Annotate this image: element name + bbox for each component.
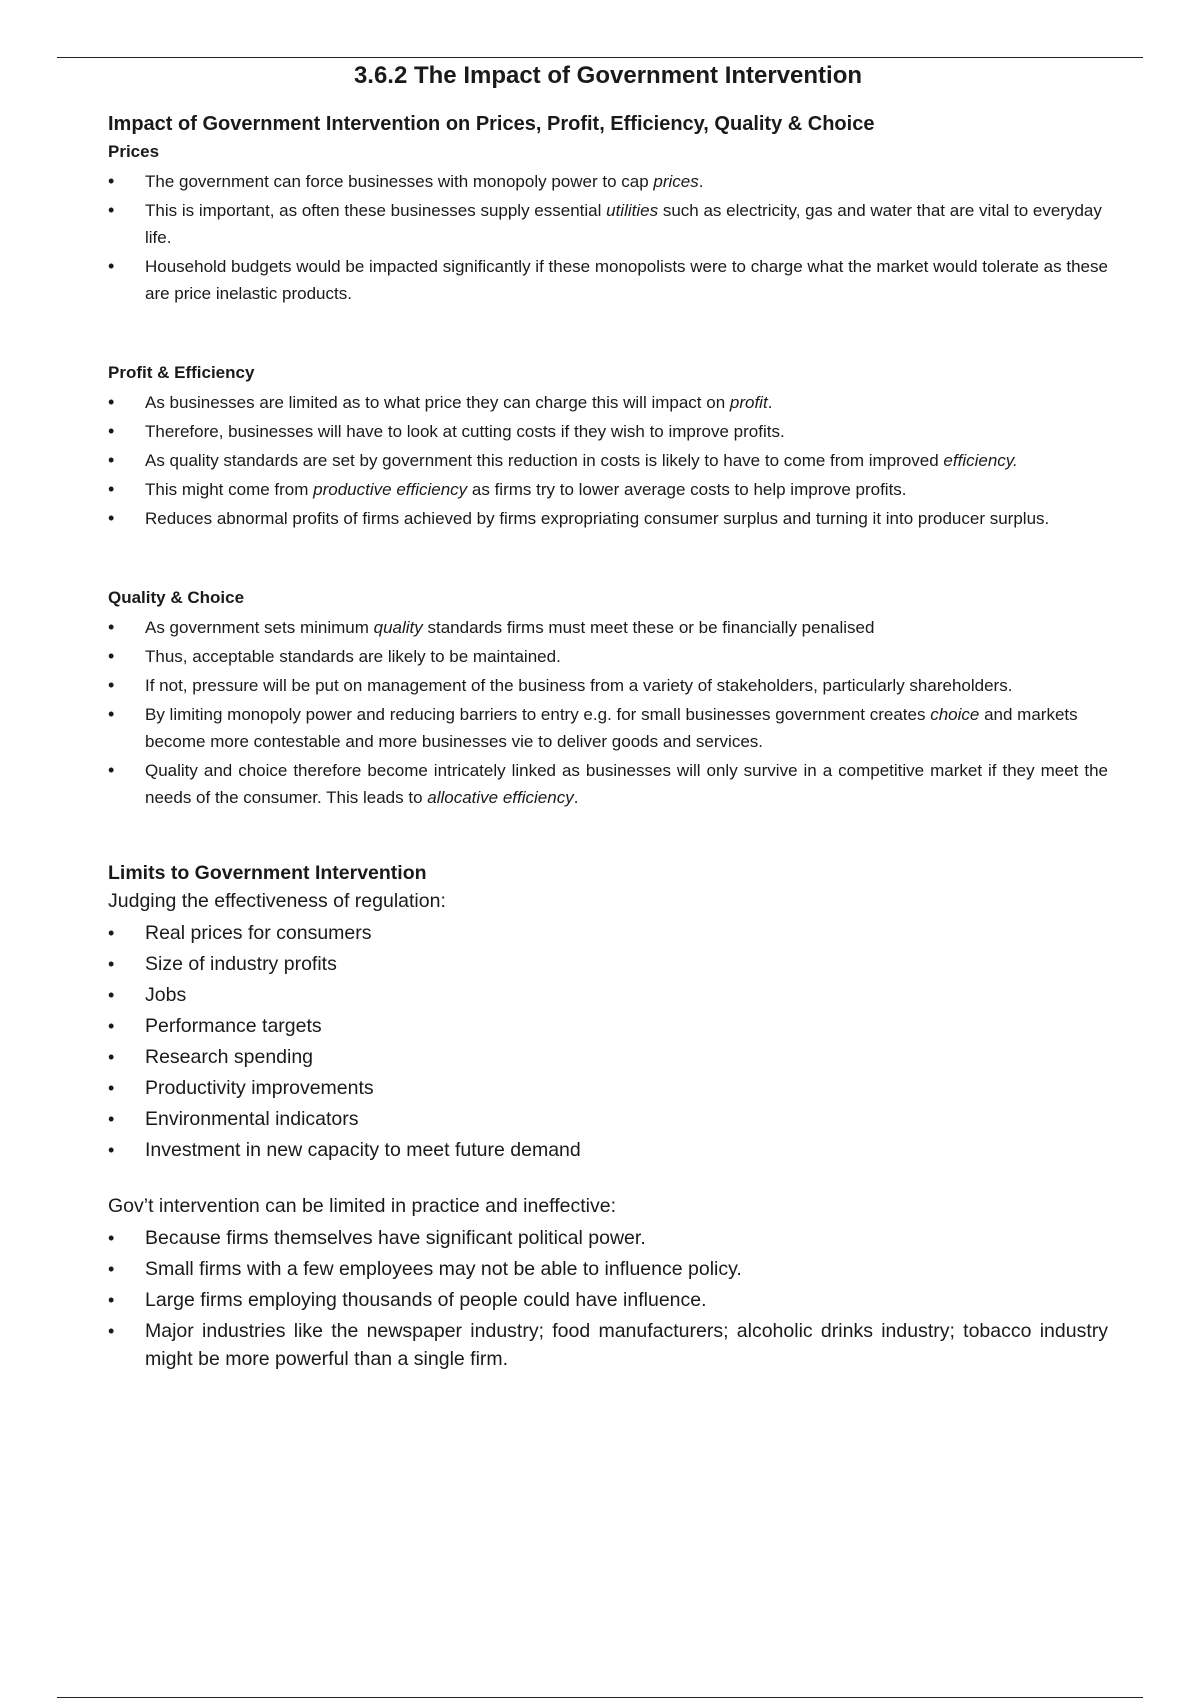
list-item: • Research spending [108,1043,1108,1071]
limits-list [108,919,1108,1164]
list-item: • Performance targets [108,1012,1108,1040]
list-item: • As quality standards are set by government this reduction in costs is likely to have to come from improved efficiency. [108,447,1108,474]
list-item: • This is important, as often these businesses supply essential utilities such as electricity, gas and water that are vital to everyday life. [108,197,1108,251]
list-item: • If not, pressure will be put on management of the business from a variety of stakeholders, particularly shareholders. [108,672,1108,699]
list-item: • Reduces abnormal profits of firms achieved by firms expropriating consumer surplus and turning it into producer surplus. [108,505,1108,532]
list-item: • Environmental indicators [108,1105,1108,1133]
list-item: • The government can force businesses with monopoly power to cap prices. [108,168,1108,195]
limits-intro: Judging the effectiveness of regulation: [108,890,446,912]
list-item: • As businesses are limited as to what price they can charge this will impact on profit. [108,389,1108,416]
list-item: • Household budgets would be impacted significantly if these monopolists were to charge what the market would tolerate as these are price inelastic products. [108,253,1108,307]
profit-efficiency-heading: Profit & Efficiency [108,363,255,382]
bottom-rule [57,1697,1143,1698]
page-title: 3.6.2 The Impact of Government Intervention [353,62,863,89]
profit-list [108,389,1108,532]
list-item: • Thus, acceptable standards are likely to be maintained. [108,643,1108,670]
list-item: • Large firms employing thousands of people could have influence. [108,1286,1108,1314]
prices-list [108,168,1108,307]
prices-heading: Prices [108,142,160,161]
limits-heading: Limits to Government Intervention [108,862,427,884]
list-item: • Small firms with a few employees may not be able to influence policy. [108,1255,1108,1283]
govt-list [108,1224,1108,1373]
list-item: • Therefore, businesses will have to look at cutting costs if they wish to improve profits. [108,418,1108,445]
document-page [108,58,1108,1376]
list-item: • Size of industry profits [108,950,1108,978]
list-item: • This might come from productive efficiency as firms try to lower average costs to help improve profits. [108,476,1108,503]
quality-choice-heading: Quality & Choice [108,588,245,607]
list-item: • Quality and choice therefore become intricately linked as businesses will only survive in a competitive market if they meet the needs of the consumer. This leads to allocative efficiency. [108,757,1108,811]
list-item: • Real prices for consumers [108,919,1108,947]
list-item: • Major industries like the newspaper industry; food manufacturers; alcoholic drinks industry; tobacco industry might be more powerful than a single firm. [108,1317,1108,1373]
list-item: • Because firms themselves have significant political power. [108,1224,1108,1252]
list-item: • Productivity improvements [108,1074,1108,1102]
quality-list [108,614,1108,811]
list-item: • As government sets minimum quality standards firms must meet these or be financially penalised [108,614,1108,641]
list-item: • By limiting monopoly power and reducing barriers to entry e.g. for small businesses government creates choice and markets become more contestable and more businesses vie to deliver goods and services. [108,701,1108,755]
list-item: • Jobs [108,981,1108,1009]
list-item: • Investment in new capacity to meet future demand [108,1136,1108,1164]
govt-intro: Gov’t intervention can be limited in practice and ineffective: [108,1195,616,1217]
section-heading: Impact of Government Intervention on Prices, Profit, Efficiency, Quality & Choice [108,113,875,135]
